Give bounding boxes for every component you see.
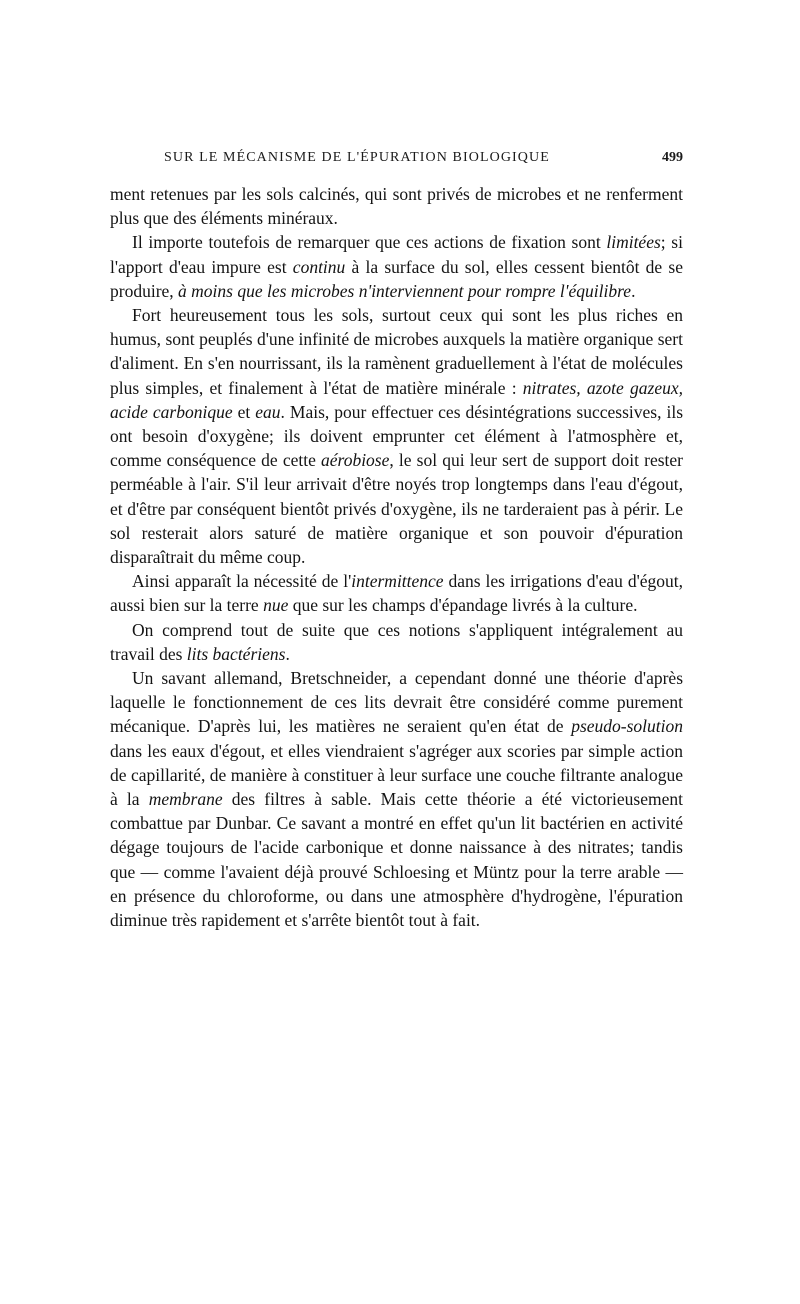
text-run: . Mais, pour effectuer ces désintégrations successives, ils ont besoin d'oxygène; ils doivent emprunter cet élément à l'atmosphère et, comme conséquence de cette (110, 401, 684, 471)
italic-text-run: à moins que les microbes n'interviennent pour rompre l'équilibre (178, 280, 632, 301)
text-run: ment retenues par les sols calcinés, qui sont privés de microbes et ne renferment plus que des éléments minéraux. (110, 184, 683, 229)
italic-text-run: lits bactériens (186, 643, 286, 664)
italic-text-run: nitrates, azote gazeux, acide carbonique (110, 377, 683, 422)
italic-text-run: intermittence (351, 571, 444, 592)
italic-text-run: eau (255, 401, 281, 422)
running-title: SUR LE MÉCANISME DE L'ÉPURATION BIOLOGIQUE (164, 150, 550, 165)
text-run: ; si l'apport d'eau impure est (110, 232, 683, 277)
text-run: dans les irrigations d'eau d'égout, aussi bien sur la terre (110, 571, 684, 616)
italic-text-run: limitées (606, 232, 661, 253)
paragraph (110, 230, 683, 303)
text-run: On comprend tout de suite que ces notions s'appliquent intégralement au travail des (110, 619, 683, 664)
text-run: . (285, 643, 290, 664)
text-run: Ainsi apparaît la nécessité de l' (132, 571, 352, 592)
book-page (110, 150, 683, 932)
text-run: , le sol qui leur sert de support doit rester perméable à l'air. S'il leur arrivait d'être noyés trop longtemps dans l'eau d'égout, et d'être par conséquent bientôt privés d'oxygène, ils ne tarderaient pas à périr. Le sol resterait alors saturé de matière organique et son pouvoir d'épuration disparaîtrait du même coup. (110, 450, 684, 568)
text-run: Un savant allemand, Bretschneider, a cependant donné une théorie d'après laquelle le fonctionnement de ces lits devrait être considéré comme purement mécanique. D'après lui, les matières ne seraient qu'en état de (110, 668, 683, 737)
text-run: Il importe toutefois de remarquer que ces actions de fixation sont (132, 232, 607, 253)
text-run: Fort heureusement tous les sols, surtout ceux qui sont les plus riches en humus, sont peuplés d'une infinité de microbes auxquels la matière organique sert d'aliment. En s'en nourrissant, ils la ramènent graduellement à l'état de molécules plus simples, et finalement à l'état de matière minérale : (110, 305, 683, 398)
italic-text-run: nue (263, 595, 289, 616)
running-header (164, 150, 683, 166)
paragraph (110, 303, 683, 569)
paragraph (110, 618, 683, 666)
paragraph (110, 666, 683, 932)
body-text (110, 182, 683, 932)
text-run: dans les eaux d'égout, et elles viendraient s'agréger aux scories par simple action de capillarité, de manière à constituer à leur surface une couche filtrante analogue à la (110, 740, 683, 810)
italic-text-run: aérobiose (321, 450, 390, 471)
text-run: . (631, 280, 636, 301)
italic-text-run: pseudo-solution (571, 716, 683, 737)
text-run: que sur les champs d'épandage livrés à la culture. (288, 595, 638, 616)
paragraph (110, 569, 683, 617)
italic-text-run: continu (292, 256, 346, 277)
text-run: à la surface du sol, elles cessent bientôt de se produire, (110, 256, 683, 301)
italic-text-run: membrane (148, 789, 223, 810)
paragraph (110, 182, 683, 230)
page-number: 499 (662, 150, 683, 165)
text-run: des filtres à sable. Mais cette théorie a été victorieusement combattue par Dunbar. Ce savant a montré en effet qu'un lit bactérien en activité dégage toujours de l'acide carbonique et donne naissance à des nitrates; tandis que — comme l'avaient déjà prouvé Schloesing et Müntz pour la terre arable — en présence du chloroforme, ou dans une atmosphère d'hydrogène, l'épuration diminue très rapidement et s'arrête bientôt tout à fait. (110, 789, 683, 931)
text-run: et (232, 401, 256, 422)
